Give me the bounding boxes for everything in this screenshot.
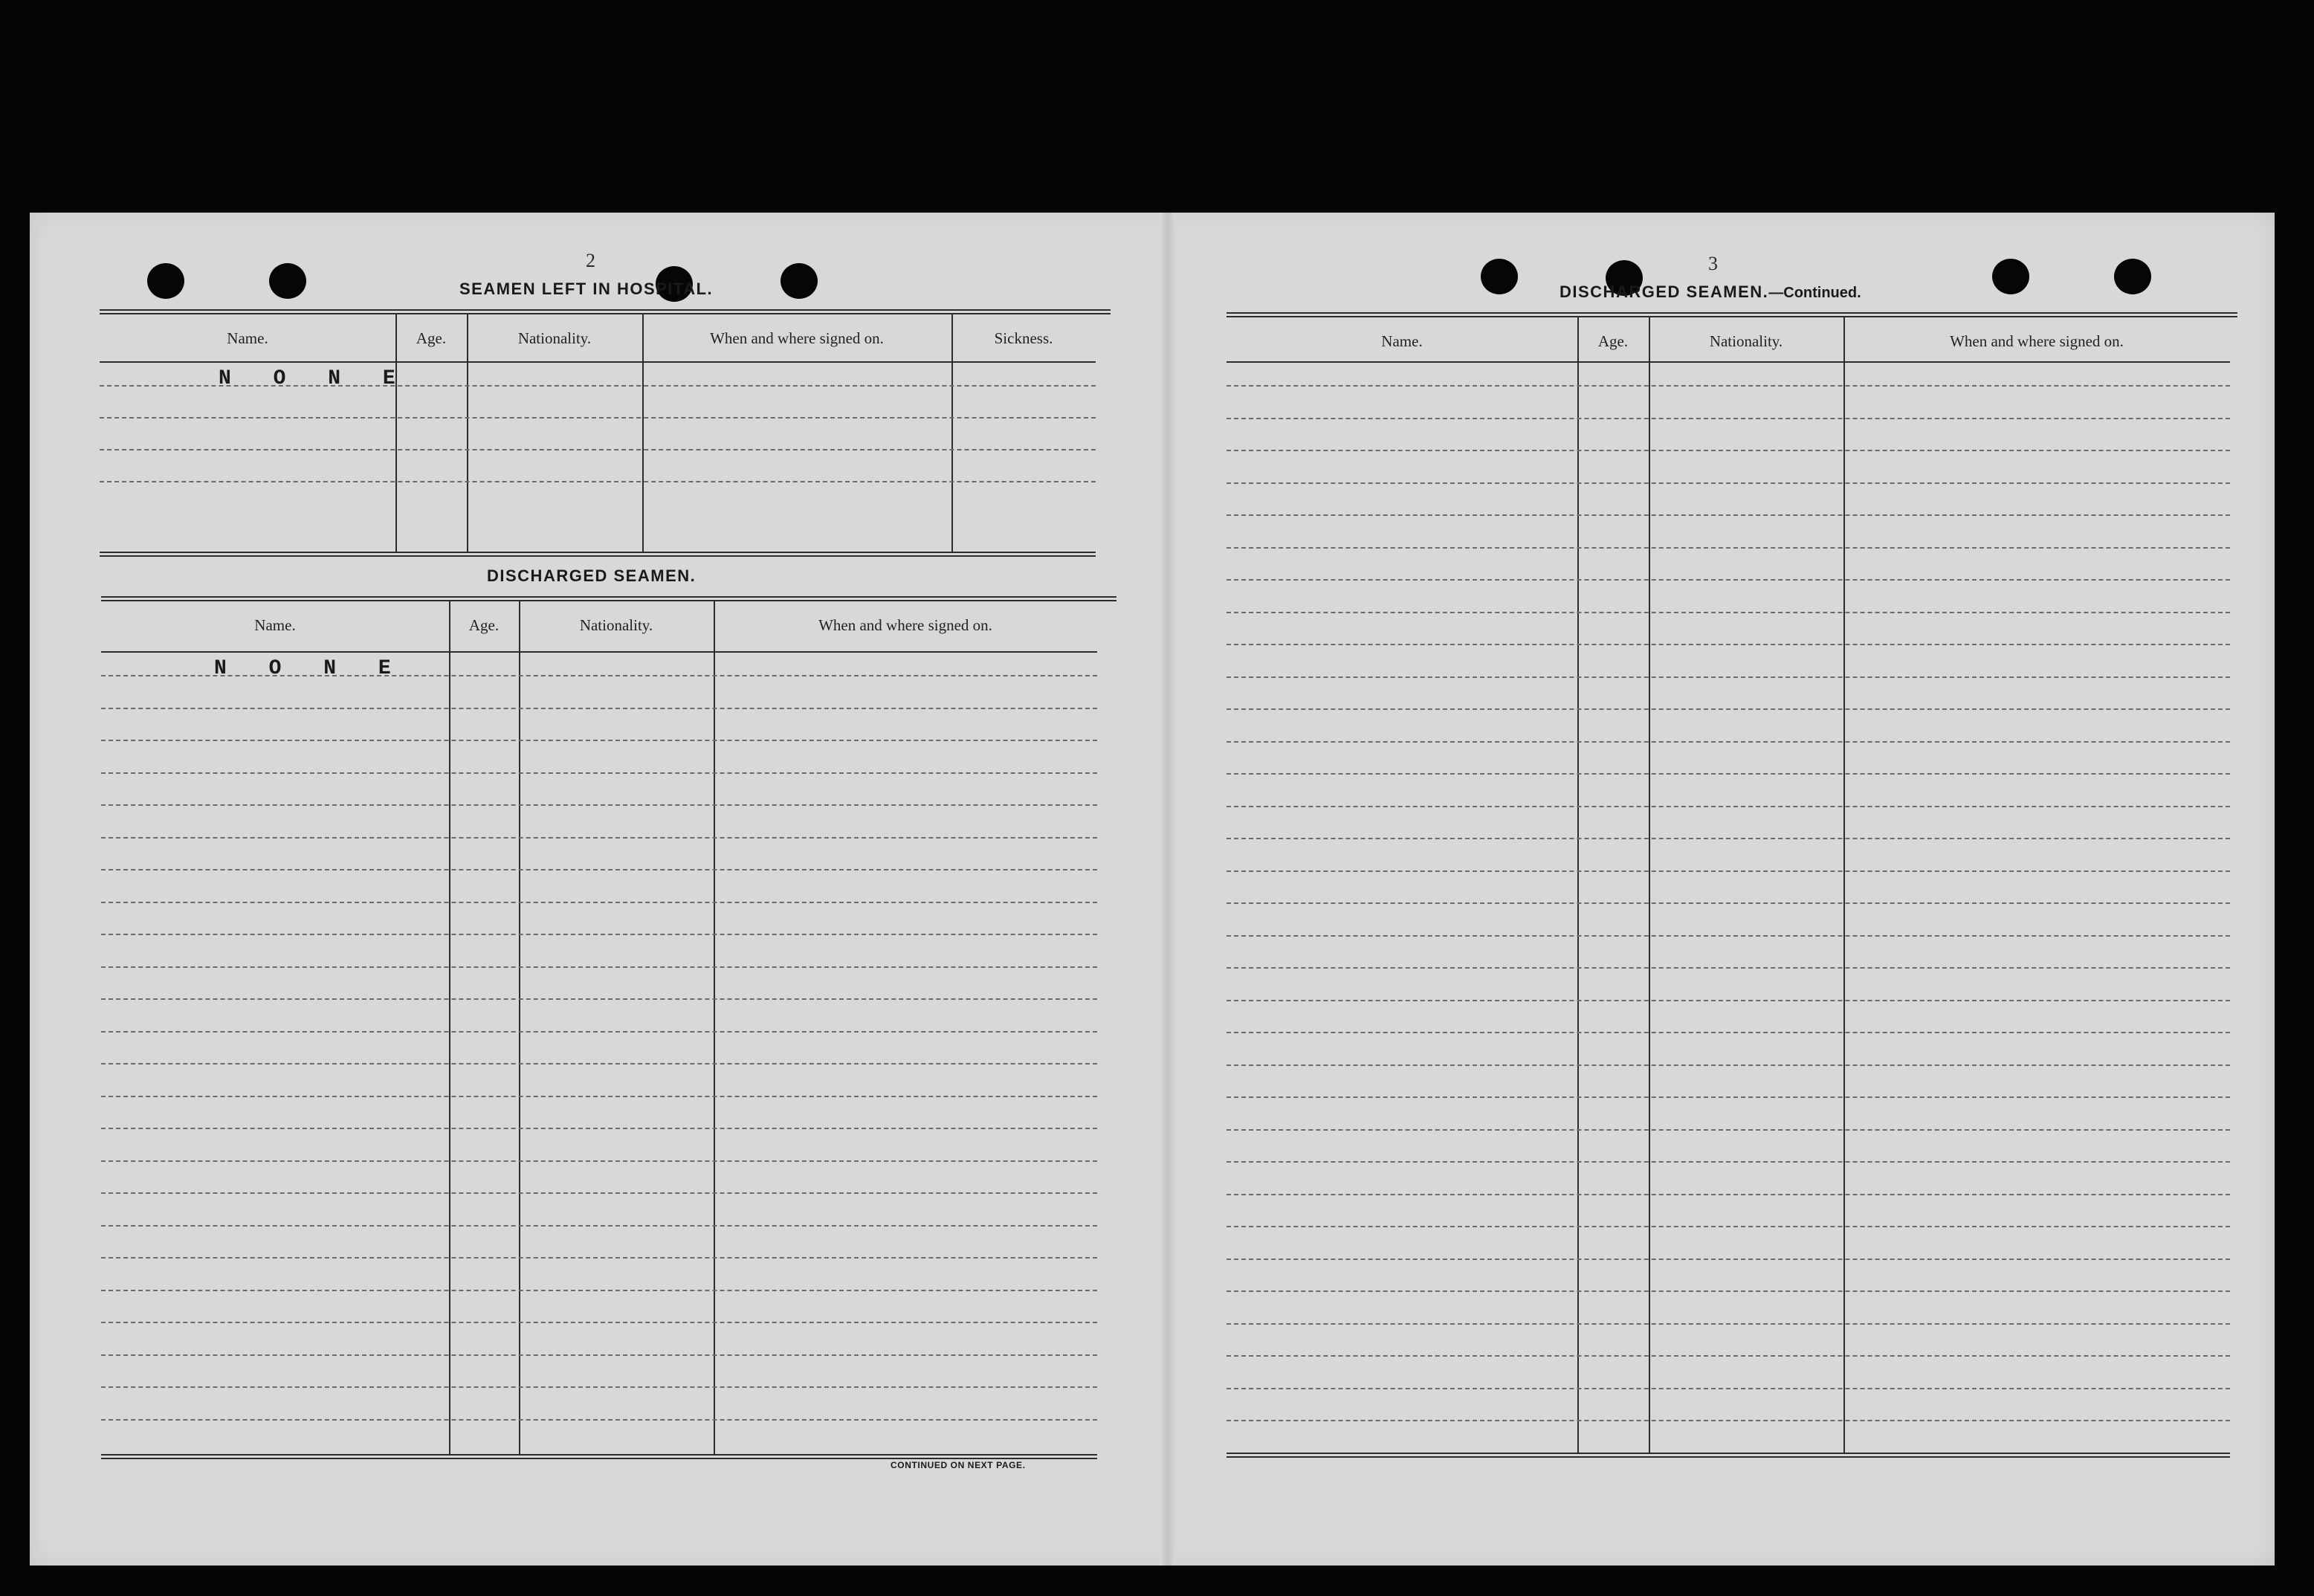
page-number: 2 [586, 250, 595, 271]
table-row [100, 417, 1096, 419]
table-row [1227, 741, 2230, 743]
column-divider [1577, 317, 1579, 1453]
table-row [1227, 1194, 2230, 1195]
table-row [101, 740, 1097, 741]
table-row [1227, 1355, 2230, 1357]
table-row [1227, 902, 2230, 904]
table-row [101, 934, 1097, 935]
table-row [1227, 1161, 2230, 1163]
table-row [1227, 644, 2230, 645]
table-row [1227, 967, 2230, 969]
typed-entry-none: N O N E [219, 367, 410, 390]
column-divider [642, 314, 644, 552]
table-row [101, 804, 1097, 806]
table-row [101, 1096, 1097, 1097]
table-row [101, 772, 1097, 774]
table-row [1227, 482, 2230, 484]
table-bottom-rule [101, 1454, 1097, 1459]
table-row [101, 1257, 1097, 1259]
column-divider [714, 601, 715, 1454]
table-row [101, 1063, 1097, 1064]
table-row [100, 481, 1096, 482]
header-rule [101, 651, 1097, 653]
table-row [1227, 418, 2230, 419]
table-row [1227, 773, 2230, 775]
table-row [101, 1386, 1097, 1388]
table-bottom-rule [1227, 1453, 2230, 1458]
hospital-section-title: SEAMEN LEFT IN HOSPITAL. [459, 280, 714, 298]
column-divider [1649, 317, 1650, 1453]
column-header: Age. [1597, 332, 1629, 350]
table-top-rule [100, 309, 1111, 314]
table-row [101, 1354, 1097, 1356]
table-row [1227, 385, 2230, 387]
table-row [101, 869, 1097, 870]
discharged-section-title: DISCHARGED SEAMEN. [487, 566, 697, 585]
table-row [1227, 547, 2230, 549]
column-header: Nationality. [1709, 332, 1783, 350]
table-row [1227, 579, 2230, 581]
right-title-main: DISCHARGED SEAMEN. [1560, 282, 1769, 301]
table-row [1227, 935, 2230, 937]
punch-hole [147, 263, 184, 299]
table-row [1227, 1000, 2230, 1001]
right-title-continued: —Continued. [1768, 285, 1861, 301]
table-row [1227, 806, 2230, 807]
table-row [1227, 450, 2230, 451]
document-sheet [30, 213, 2275, 1566]
table-row [1227, 708, 2230, 710]
table-row [1227, 1226, 2230, 1227]
table-row [101, 708, 1097, 709]
column-divider [951, 314, 953, 552]
column-divider [449, 601, 450, 1454]
table-row [1227, 676, 2230, 678]
table-row [1227, 1323, 2230, 1325]
punch-hole [1992, 259, 2029, 294]
continued-note: CONTINUED ON NEXT PAGE. [891, 1460, 1026, 1470]
right-section-title [1560, 282, 1861, 302]
table-row [101, 837, 1097, 839]
table-row [101, 966, 1097, 968]
table-row [1227, 1129, 2230, 1131]
punch-hole [1481, 259, 1518, 294]
page-number: 3 [1708, 253, 1718, 274]
column-header: When and where signed on. [710, 329, 884, 347]
table-row [1227, 1259, 2230, 1260]
typed-entry-none: N O N E [214, 657, 406, 680]
column-header: When and where signed on. [818, 616, 992, 634]
page-fold [1160, 213, 1176, 1566]
column-divider [1843, 317, 1845, 1453]
table-row [101, 1128, 1097, 1129]
header-rule [1227, 361, 2230, 363]
column-header: Nationality. [579, 616, 653, 634]
table-row [1227, 1032, 2230, 1033]
punch-hole [269, 263, 306, 299]
column-divider [519, 601, 520, 1454]
table-row [1227, 612, 2230, 613]
header-rule [100, 361, 1096, 363]
table-row [1227, 1420, 2230, 1421]
column-header: Age. [468, 616, 500, 634]
table-top-rule [101, 596, 1116, 601]
table-row [101, 1290, 1097, 1291]
column-header: Sickness. [994, 329, 1053, 347]
column-divider [467, 314, 468, 552]
punch-hole [781, 263, 818, 299]
table-row [101, 1419, 1097, 1421]
table-row [1227, 1096, 2230, 1098]
table-row [1227, 1290, 2230, 1292]
table-row [101, 1160, 1097, 1162]
table-row [1227, 1388, 2230, 1389]
column-header: Name. [227, 329, 268, 347]
table-row [101, 902, 1097, 903]
table-row [101, 1322, 1097, 1323]
column-header: Name. [254, 616, 296, 634]
table-top-rule [1227, 312, 2237, 317]
table-row [1227, 514, 2230, 516]
column-header: Nationality. [517, 329, 592, 347]
column-header: When and where signed on. [1950, 332, 2124, 350]
table-row [101, 1031, 1097, 1033]
table-row [101, 1225, 1097, 1227]
column-divider [395, 314, 397, 552]
table-row [1227, 838, 2230, 839]
table-bottom-rule [100, 552, 1096, 557]
table-row [1227, 1064, 2230, 1066]
table-row [101, 1192, 1097, 1194]
table-row [101, 998, 1097, 1000]
table-row [100, 449, 1096, 450]
column-header: Age. [416, 329, 447, 347]
table-row [1227, 870, 2230, 872]
column-header: Name. [1381, 332, 1423, 350]
punch-hole [2114, 259, 2151, 294]
